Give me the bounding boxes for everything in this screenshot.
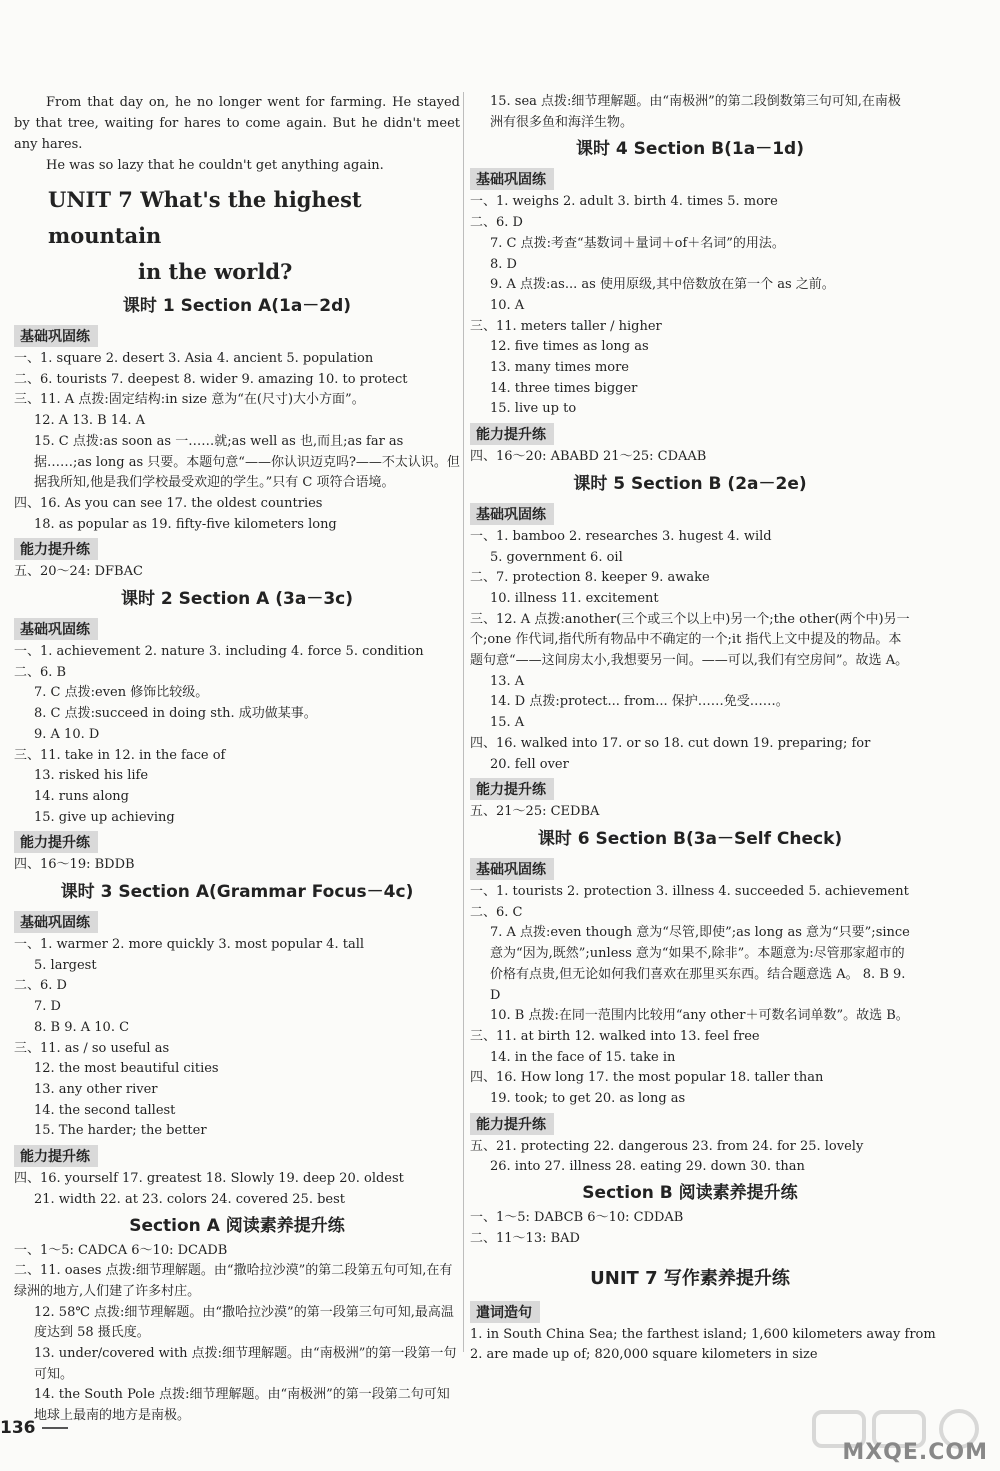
answer-line: 五、21. protecting 22. dangerous 23. from 24. for 25. lovely [470, 1138, 864, 1154]
section-a-reading-title: Section A 阅读素养提升练 [129, 1215, 345, 1236]
answer-line: 14. runs along [34, 788, 129, 804]
lesson-4-answers [470, 192, 910, 420]
answer-line: 15. give up achieving [34, 809, 175, 825]
answer-line: 二、11～13: BAD [470, 1230, 580, 1246]
column-divider [463, 92, 464, 1352]
unit-title-line-1: UNIT 7 What's the highest mountain [48, 187, 362, 248]
ability-practice-label: 能力提升练 [14, 538, 98, 560]
unit-title-line-2: in the world? [138, 259, 293, 284]
answer-line: 7. C 点拨:even 修饰比较级。 [34, 685, 209, 701]
story-paragraph-1: From that day on, he no longer went for farming. He stayed by that tree, waiting for hares to come again. But he didn't meet any hares. [14, 95, 460, 152]
basic-practice-label: 基础巩固练 [470, 168, 554, 190]
answer-line: 26. into 27. illness 28. eating 29. down 30. than [490, 1159, 805, 1175]
answer-line: 14. in the face of 15. take in [490, 1049, 676, 1065]
answer-line: 一、1～5: DABCB 6～10: CDDAB [470, 1210, 684, 1226]
answer-line: 18. as popular as 19. fifty-five kilometers long [34, 516, 337, 532]
answer-line: 二、6. tourists 7. deepest 8. wider 9. amazing 10. to protect [14, 371, 408, 387]
lesson-2-answers [14, 642, 460, 828]
lesson-4-title: 课时 4 Section B(1a－1d) [576, 139, 804, 160]
lesson-6-title: 课时 6 Section B(3a－Self Check) [537, 828, 843, 849]
watermark-text: MXQE.COM [842, 1440, 988, 1465]
lesson-6-answers [470, 882, 910, 1110]
ability-practice-label: 能力提升练 [470, 778, 554, 800]
answer-line: 12. 58℃ 点拨:细节理解题。由“撒哈拉沙漠”的第一段第三句可知,最高温度达到 58 摄氏度。 [34, 1304, 454, 1341]
answer-line: 8. D [490, 256, 517, 272]
answer-line: 12. A 13. B 14. A [34, 413, 146, 429]
answer-line: 一、1. tourists 2. protection 3. illness 4. succeeded 5. achievement [470, 883, 909, 899]
answer-line: 一、1～5: CADCA 6～10: DCADB [14, 1242, 228, 1258]
answer-line: 8. C 点拨:succeed in doing sth. 成功做某事。 [34, 706, 317, 722]
answer-line: 1. in South China Sea; the farthest island; 1,600 kilometers away from [470, 1326, 936, 1342]
answer-line: 13. under/covered with 点拨:细节理解题。由“南极洲”的第一段第一句可知。 [34, 1346, 457, 1382]
answer-line: 12. five times as long as [490, 339, 649, 355]
answer-line: 二、6. D [470, 215, 523, 231]
answer-line: 一、1. square 2. desert 3. Asia 4. ancient 5. population [14, 351, 374, 366]
answer-line: 2. are made up of; 820,000 square kilometers in size [470, 1347, 818, 1363]
basic-practice-label: 基础巩固练 [14, 618, 98, 640]
answer-line: 5. largest [34, 957, 97, 973]
answer-line: 7. A 点拨:even though 意为“尽管,即使”;as long as 意为“只要”;since 意为“因为,既然”;unless 意为“如果不,除非”。本题意为:尽管那家超市的价格有点贵,但无论如何我们喜欢在那里买东西。结合题意选 A。 8. B 9. D [490, 925, 910, 1003]
answer-line: 二、7. protection 8. keeper 9. awake [470, 570, 710, 586]
ability-practice-label: 能力提升练 [470, 1113, 554, 1135]
answer-line: 15. live up to [490, 401, 577, 417]
answer-line: 14. the South Pole 点拨:细节理解题。由“南极洲”的第一段第二句可知地球上最南的地方是南极。 [34, 1387, 450, 1424]
word-sentence-label: 遣词造句 [470, 1301, 540, 1323]
answer-line: 三、11. as / so useful as [14, 1040, 170, 1056]
answer-line: 三、11. at birth 12. walked into 13. feel free [470, 1028, 760, 1044]
right-column [470, 92, 936, 1366]
lesson-5-title: 课时 5 Section B (2a－2e) [573, 473, 807, 494]
lesson-3-answers [14, 935, 460, 1142]
answer-line: 12. the most beautiful cities [34, 1061, 219, 1077]
lesson-1-answers [14, 349, 460, 535]
basic-practice-label: 基础巩固练 [14, 325, 98, 347]
answer-line: 14. D 点拨:protect... from... 保护……免受……。 [490, 694, 789, 710]
basic-practice-label: 基础巩固练 [14, 911, 98, 933]
answer-line: 三、11. meters taller / higher [470, 318, 662, 334]
answer-line: 13. many times more [490, 360, 630, 376]
ability-practice-label: 能力提升练 [14, 1145, 98, 1167]
basic-practice-label: 基础巩固练 [470, 503, 554, 525]
answer-line: 四、16～20: ABABD 21～25: CDAAB [470, 449, 707, 465]
answer-line: 7. C 点拨:考查“基数词＋量词＋of＋名词”的用法。 [490, 235, 785, 251]
answer-line: 10. B 点拨:在同一范围内比较用“any other＋可数名词单数”。故选 B。 [490, 1008, 909, 1024]
answer-line: 10. A [490, 297, 525, 313]
answer-line: 四、16. How long 17. the most popular 18. taller than [470, 1070, 824, 1086]
left-column [14, 92, 460, 1427]
answer-line: 二、11. oases 点拨:细节理解题。由“撒哈拉沙漠”的第二段第五句可知,在有绿洲的地方,人们建了许多村庄。 [14, 1263, 453, 1299]
answer-line: 三、11. take in 12. in the face of [14, 747, 226, 763]
answer-line: 13. risked his life [34, 768, 149, 784]
answer-line: 二、6. D [14, 978, 67, 994]
answer-line: 五、21～25: CEDBA [470, 804, 600, 820]
lesson-5-answers [470, 527, 910, 775]
answer-line: 三、11. A 点拨:固定结构:in size 意为“在(尺寸)大小方面”。 [14, 392, 365, 408]
page-number: 136 [0, 1418, 68, 1438]
answer-line: 二、6. C [470, 904, 523, 920]
unit-title [48, 182, 460, 290]
basic-practice-label: 基础巩固练 [470, 858, 554, 880]
answer-line: 四、16. yourself 17. greatest 18. Slowly 19. deep 20. oldest [14, 1171, 404, 1187]
section-b-reading-title: Section B 阅读素养提升练 [582, 1183, 798, 1204]
answer-line: 10. illness 11. excitement [490, 590, 659, 606]
answer-line: 四、16～19: BDDB [14, 857, 135, 873]
answer-line: 二、6. B [14, 664, 67, 680]
answer-line: 四、16. walked into 17. or so 18. cut down 19. preparing; for [470, 735, 871, 751]
answer-line: 9. A 点拨:as... as 使用原级,其中倍数放在第一个 as 之前。 [490, 277, 835, 293]
lesson-2-title: 课时 2 Section A (3a－3c) [121, 589, 353, 610]
answer-line: 7. D [34, 999, 61, 1015]
ability-practice-label: 能力提升练 [14, 831, 98, 853]
answer-line: 四、16. As you can see 17. the oldest countries [14, 495, 323, 511]
answer-line: 5. government 6. oil [490, 549, 623, 565]
answer-line: 20. fell over [490, 756, 569, 772]
story-paragraph-2: He was so lazy that he couldn't get anything again. [46, 158, 384, 173]
answer-line: 五、20～24: DFBAC [14, 564, 143, 580]
answer-line: 13. any other river [34, 1081, 158, 1097]
answer-line: 14. the second tallest [34, 1102, 176, 1118]
section-a-reading-answers [14, 1241, 460, 1427]
ability-practice-label: 能力提升练 [470, 423, 554, 445]
answer-line: 15. sea 点拨:细节理解题。由“南极洲”的第二段倒数第三句可知,在南极洲有很多鱼和海洋生物。 [490, 94, 901, 130]
answer-line: 13. A [490, 673, 525, 689]
answer-line: 9. A 10. D [34, 726, 100, 742]
lesson-1-title: 课时 1 Section A(1a－2d) [122, 296, 352, 316]
answer-line: 14. three times bigger [490, 380, 638, 396]
answer-line: 15. A [490, 715, 525, 731]
answer-line: 15. The harder; the better [34, 1123, 207, 1139]
answer-line: 19. took; to get 20. as long as [490, 1091, 686, 1107]
answer-line: 一、1. warmer 2. more quickly 3. most popular 4. tall [14, 937, 365, 953]
answer-line: 一、1. achievement 2. nature 3. including 4. force 5. condition [14, 644, 424, 660]
lesson-3-title: 课时 3 Section A(Grammar Focus－4c) [60, 882, 414, 903]
answer-line: 一、1. bamboo 2. researches 3. hugest 4. wild [470, 528, 772, 544]
answer-line: 三、12. A 点拨:another(三个或三个以上中)另一个;the other(两个中)另一个;one 作代词,指代所有物品中不确定的一个;it 指代上文中提及的物品。本题句意“——这间房太小,我想要另一间。——可以,我们有空房间”。故选 A。 [470, 611, 910, 669]
answer-line: 15. C 点拨:as soon as 一……就;as well as 也,而且;as far as 据……;as long as 只要。本题句意“——你认识迈克吗?——不太认识。但据我所知,他是我们学校最受欢迎的学生。”只有 C 项符合语境。 [34, 433, 460, 491]
writing-section-title: UNIT 7 写作素养提升练 [590, 1267, 790, 1289]
answer-line: 8. B 9. A 10. C [34, 1019, 130, 1035]
answer-line: 21. width 22. at 23. colors 24. covered 25. best [34, 1191, 346, 1207]
answer-line: 一、1. weighs 2. adult 3. birth 4. times 5. more [470, 194, 778, 210]
